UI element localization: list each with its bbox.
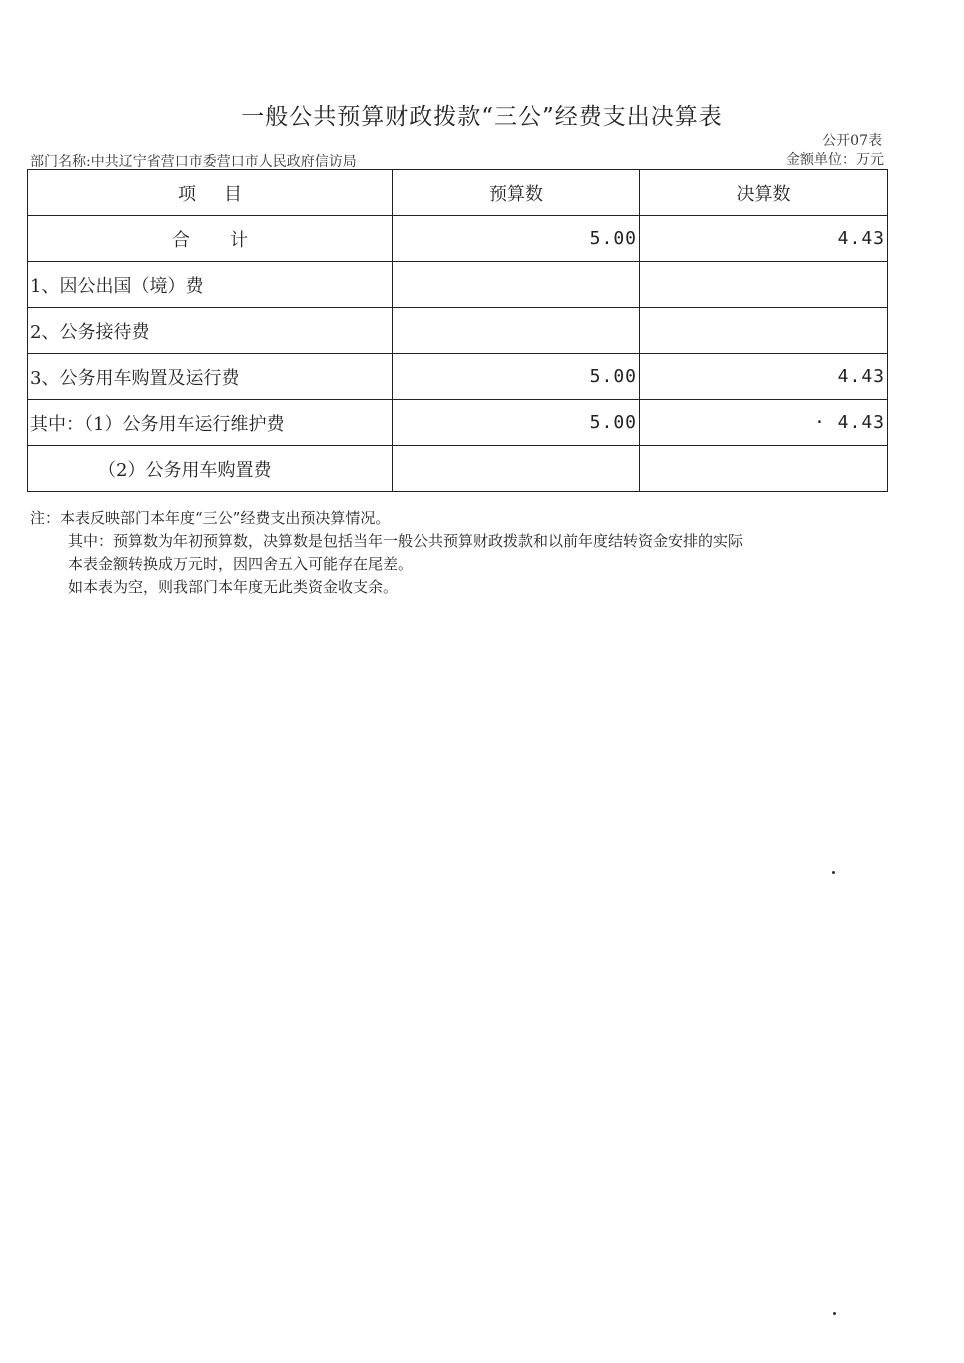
actual-cell: 4.43 (640, 216, 888, 262)
column-header-actual: 决算数 (640, 170, 888, 216)
column-header-item: 项目 (28, 170, 393, 216)
table-row (28, 446, 888, 492)
table-row (28, 262, 888, 308)
budget-cell (393, 446, 640, 492)
note-line: 本表金额转换成万元时，因四舍五入可能存在尾差。 (68, 555, 414, 573)
table-notes (30, 507, 890, 599)
scan-speck (832, 871, 835, 874)
budget-cell (393, 262, 640, 308)
column-header-budget: 预算数 (393, 170, 640, 216)
actual-cell (640, 262, 888, 308)
row-label: 其中：（1）公务用车运行维护费 (28, 400, 393, 446)
table-header-row (28, 170, 888, 216)
actual-cell (640, 446, 888, 492)
note-line: 注：本表反映部门本年度“三公”经费支出预决算情况。 (30, 509, 391, 527)
note-line: 其中：预算数为年初预算数，决算数是包括当年一般公共预算财政拨款和以前年度结转资金安排的实际 (68, 532, 744, 550)
note-line: 如本表为空，则我部门本年度无此类资金收支余。 (68, 578, 399, 596)
form-code: 公开07表 (822, 133, 882, 149)
table-row (28, 354, 888, 400)
actual-cell: · 4.43 (640, 400, 888, 446)
page-title: 一般公共预算财政拨款“三公”经费支出决算表 (241, 104, 723, 130)
amount-unit: 金额单位：万元 (786, 152, 884, 168)
budget-cell: 5.00 (393, 216, 640, 262)
row-label: （2）公务用车购置费 (28, 446, 393, 492)
budget-cell: 5.00 (393, 400, 640, 446)
row-label: 合计 (28, 216, 393, 262)
row-label: 1、因公出国（境）费 (28, 262, 393, 308)
table-row (28, 308, 888, 354)
row-label: 2、公务接待费 (28, 308, 393, 354)
department-name: 部门名称:中共辽宁省营口市委营口市人民政府信访局 (30, 154, 357, 170)
actual-cell: 4.43 (640, 354, 888, 400)
table-row (28, 400, 888, 446)
budget-cell (393, 308, 640, 354)
budget-cell: 5.00 (393, 354, 640, 400)
scan-speck (833, 1312, 836, 1315)
row-label: 3、公务用车购置及运行费 (28, 354, 393, 400)
actual-cell (640, 308, 888, 354)
table-row-total (28, 216, 888, 262)
expenditure-table (27, 169, 888, 492)
